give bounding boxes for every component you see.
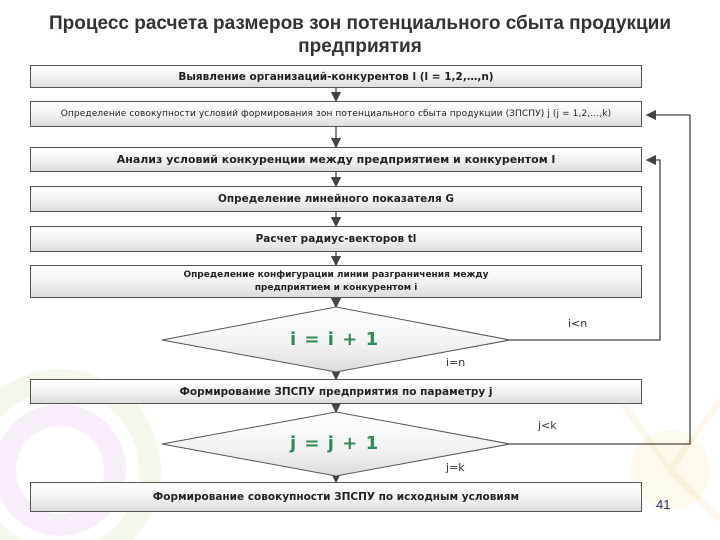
step-form-zone-set: Формирование совокупности ЗПСПУ по исходным условиям	[30, 482, 642, 512]
page-number: 41	[656, 497, 671, 512]
step-radius-vectors: Расчет радиус-векторов tl	[30, 226, 642, 252]
step-form-zone: Формирование ЗПСПУ предприятия по параметру j	[30, 379, 642, 404]
step-analyze-competition: Анализ условий конкуренции между предприятием и конкурентом l	[30, 147, 642, 172]
step-boundary-configuration: Определение конфигурации линии разграничения между предприятием и конкурентом i	[30, 265, 642, 298]
edge-label-j-loop: j<k	[538, 419, 557, 432]
edge-label-i-loop: i<n	[568, 317, 588, 330]
decision-j-label: j = j + 1	[290, 433, 380, 454]
page-title: Процесс расчета размеров зон потенциального сбыта продукции предприятия	[48, 13, 672, 57]
decision-i-label: i = i + 1	[290, 329, 380, 350]
step-define-conditions: Определение совокупности условий формирования зон потенциального сбыта продукции (ЗПСПУ) j (j = 1,2,…,k)	[30, 101, 642, 127]
step-linear-indicator: Определение линейного показателя G	[30, 186, 642, 212]
step-identify-competitors: Выявление организаций-конкурентов l (l = 1,2,…,n)	[30, 65, 642, 88]
edge-label-j-exit: j=k	[446, 461, 465, 474]
edge-label-i-exit: i=n	[446, 356, 466, 369]
